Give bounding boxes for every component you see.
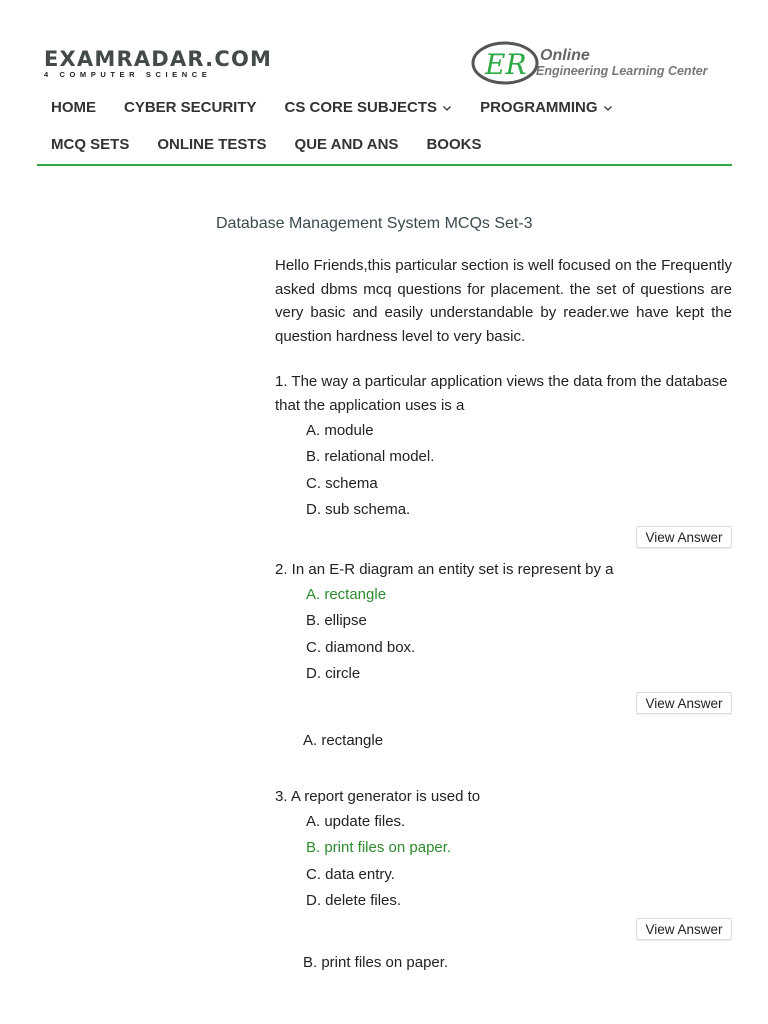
option-d[interactable]: D. sub schema.	[306, 500, 411, 518]
question-text: 1. The way a particular application views the data from the database that the application uses is a	[275, 373, 728, 414]
intro-paragraph: Hello Friends,this particular section is well focused on the Frequently asked dbms mcq questions for placement. the set of questions are very basic and easily understandable by reader.we have kept the question hardness level to very basic.	[275, 257, 732, 345]
nav-item-label: MCQ SETS	[51, 136, 130, 153]
question-2	[275, 558, 732, 749]
nav-item-label: CS CORE SUBJECTS	[284, 99, 438, 116]
nav-item-cs-core-subjects[interactable]	[271, 99, 467, 117]
nav-item-label: BOOKS	[426, 136, 482, 153]
question-text: 2. In an E-R diagram an entity set is represent by a	[275, 561, 614, 578]
chevron-down-icon	[603, 103, 613, 113]
revealed-answer: A. rectangle	[303, 732, 384, 749]
nav-item-home[interactable]	[37, 99, 110, 117]
option-a[interactable]: A. module	[306, 422, 374, 439]
nav-row-2	[37, 136, 495, 154]
chevron-down-icon	[442, 103, 452, 113]
option-c[interactable]: C. schema	[306, 474, 378, 492]
question-1	[275, 370, 732, 545]
site-logo-text: EXAMRADAR.COM	[44, 47, 273, 71]
revealed-answer: B. print files on paper.	[303, 954, 449, 971]
nav-item-label: PROGRAMMING	[480, 99, 598, 116]
nav-item-cyber-security[interactable]	[110, 99, 271, 117]
option-c[interactable]: C. data entry.	[306, 865, 395, 883]
partner-badge-letters: ER	[485, 48, 527, 81]
option-b[interactable]: B. ellipse	[306, 612, 367, 630]
question-text: 3. A report generator is used to	[275, 788, 481, 805]
view-answer-button[interactable]: View Answer	[636, 526, 732, 548]
nav-item-label: QUE AND ANS	[294, 136, 399, 153]
option-b[interactable]: B. relational model.	[306, 448, 435, 466]
partner-logo-badge-icon	[470, 40, 540, 86]
nav-item-mcq-sets[interactable]	[37, 136, 143, 154]
option-c[interactable]: C. diamond box.	[306, 638, 416, 656]
main-nav	[37, 90, 732, 166]
partner-logo[interactable]	[470, 40, 740, 86]
option-a[interactable]: A. update files.	[306, 813, 406, 830]
page-title: Database Management System MCQs Set-3	[216, 215, 533, 232]
view-answer-button[interactable]: View Answer	[636, 918, 732, 940]
nav-item-programming[interactable]	[466, 99, 627, 117]
option-a-correct[interactable]: A. rectangle	[306, 586, 387, 603]
question-3	[275, 785, 732, 971]
option-d[interactable]: D. delete files.	[306, 891, 402, 909]
nav-item-label: HOME	[51, 99, 96, 116]
partner-title: Online	[540, 47, 590, 64]
nav-item-label: CYBER SECURITY	[124, 99, 257, 116]
nav-item-books[interactable]	[412, 136, 495, 154]
view-answer-button[interactable]: View Answer	[636, 692, 732, 714]
option-b-correct[interactable]: B. print files on paper.	[306, 839, 452, 857]
nav-item-que-and-ans[interactable]	[281, 136, 413, 154]
site-logo-tagline: 4 COMPUTER SCIENCE	[44, 70, 212, 79]
main-content	[275, 254, 732, 971]
nav-item-label: ONLINE TESTS	[157, 136, 267, 153]
partner-subtitle: Engineering Learning Center	[536, 64, 708, 78]
nav-item-online-tests[interactable]	[143, 136, 280, 154]
site-logo[interactable]	[44, 47, 273, 79]
nav-row-1	[37, 99, 627, 117]
option-d[interactable]: D. circle	[306, 664, 361, 682]
